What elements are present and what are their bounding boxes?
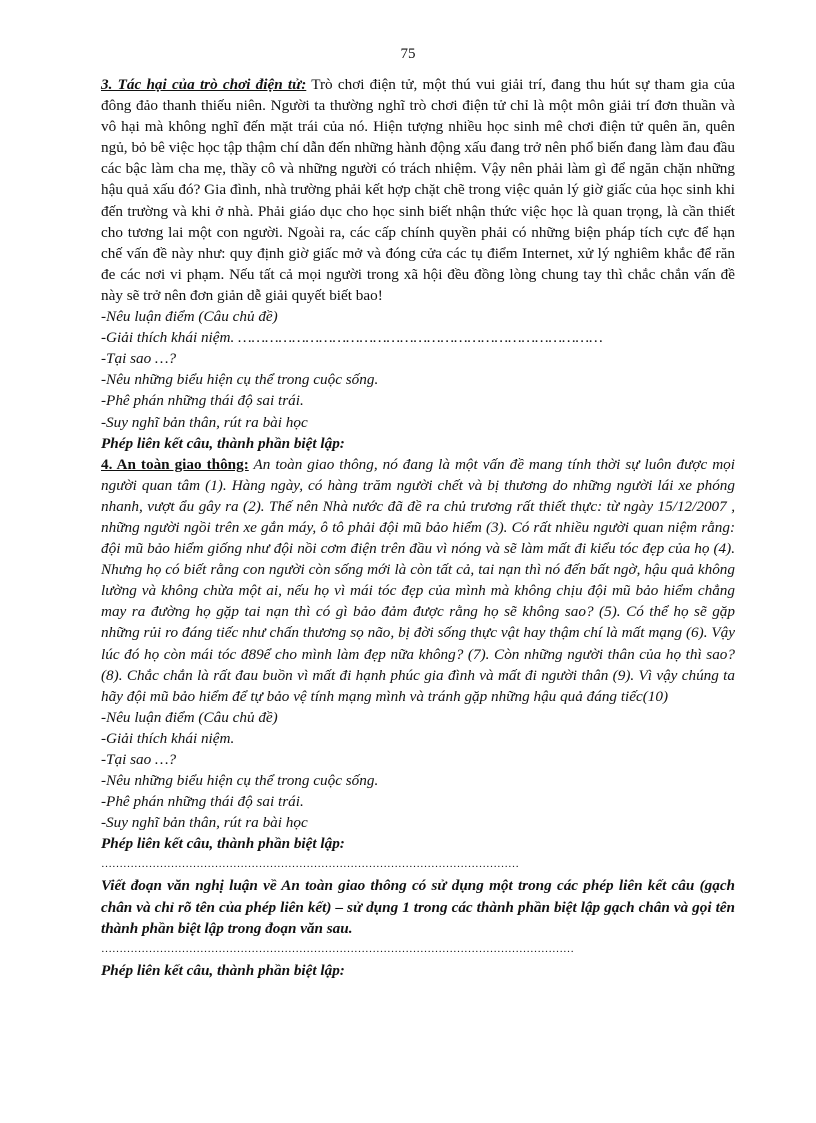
- outline-item: -Phê phán những thái độ sai trái.: [101, 392, 304, 410]
- outline-item: -Giải thích khái niệm.: [101, 729, 235, 747]
- section-3-link-label: Phép liên kết câu, thành phần biệt lập:: [101, 434, 345, 452]
- outline-item: -Nêu những biểu hiện cụ thể trong cuộc sống.: [101, 772, 379, 790]
- outline-item: -Phê phán những thái độ sai trái.: [101, 793, 304, 811]
- dotted-line: ……………………………………………………………………………………………………: [101, 858, 519, 871]
- section-3-outline: [101, 306, 735, 433]
- outline-item: -Suy nghĩ bản thân, rút ra bài học: [101, 413, 308, 431]
- writing-task: Viết đoạn văn nghị luận về An toàn giao thông có sử dụng một trong các phép liên kết câu (gạch chân và chỉ rõ tên của phép liên kết) – sử dụng 1 trong các thành phần biệt lập gạch chân và gọi tên thành phần biệt lập trong đoạn văn sau.: [101, 877, 735, 937]
- section-4-outline: [101, 707, 735, 834]
- section-3-paragraph: [101, 74, 735, 306]
- page-number: 75: [400, 46, 416, 62]
- outline-item: -Tại sao …?: [101, 751, 177, 768]
- document-body: [101, 74, 735, 981]
- final-link-label: Phép liên kết câu, thành phần biệt lập:: [101, 961, 345, 979]
- section-3-heading: 3. Tác hại của trò chơi điện tử:: [101, 76, 307, 93]
- outline-item: -Nêu những biểu hiện cụ thể trong cuộc sống.: [101, 371, 379, 389]
- outline-item: -Tại sao …?: [101, 350, 177, 368]
- dotted-line: …………………………………………………………………………………………………………………: [101, 942, 574, 955]
- section-4-link-label: Phép liên kết câu, thành phần biệt lập:: [101, 835, 345, 853]
- outline-item: -Nêu luận điểm (Câu chủ đề): [101, 308, 278, 326]
- outline-item: -Giải thích khái niệm. ………………………………………………………………………: [101, 329, 603, 347]
- outline-item: -Nêu luận điểm (Câu chủ đề): [101, 708, 278, 726]
- section-4-text: An toàn giao thông, nó đang là một vấn đề mang tính thời sự luôn được mọi người quan tâm (1). Hàng ngày, có hàng trăm người chết và bị thương do những người lái xe phóng nhanh, vượt ẩu gây ra (2). Thế nên Nhà nước đã đề ra chủ trương rất thiết thực: từ ngày 15/12/2007 , những người ngồi trên xe gắn máy, ô tô phải đội mũ bảo hiểm (3). Có rất nhiều người quan niệm rằng: đội mũ bảo hiểm giống như đội nồi cơm điện trên đầu vì nóng và sẽ làm mất đi kiểu tóc đẹp của họ (4). Nhưng họ có biết rằng con người còn sống mới là còn tất cả, tai nạn thì nó đến bất ngờ, hậu quả không lường và không chừa một ai, nếu họ vì mái tóc đẹp của mình mà không chịu đội mũ bảo hiểm chẳng may ra đường họ gặp tai nạn thì có gì bảo đảm được rằng họ sẽ không sao? (5). Có thể họ sẽ gặp những rủi ro đáng tiếc như chấn thương sọ não, bị đời sống thực vật hay thậm chí là mất mạng (6). Vậy lúc đó họ còn mái tóc đ89ể cho mình làm đẹp nữa không? (7). Còn những người thân của họ thì sao? (8). Chắc chắn là rất đau buồn vì mất đi hạnh phúc gia đình và mất đi người thân (9). Vì vậy chúng ta hãy đội mũ bảo hiểm để tự bảo vệ tính mạng mình và tránh gặp những hậu quả đáng tiếc(10): [101, 455, 735, 705]
- outline-item: -Suy nghĩ bản thân, rút ra bài học: [101, 814, 308, 832]
- section-3-text: Trò chơi điện tử, một thú vui giải trí, đang thu hút sự tham gia của đông đảo thanh thiếu niên. Người ta thường nghĩ trò chơi điện tử chỉ là một môn giải trí đơn thuần và vô hại mà không nghĩ đến mặt trái của nó. Hiện tượng nhiều học sinh mê chơi điện tử quên ăn, quên ngủ, bỏ bê việc học tập thậm chí dẫn đến những hành động xấu đang trở nên phổ biến đang làm đau đầu các bậc làm cha mẹ, thầy cô và những người có trách nhiệm. Vậy nên phải làm gì để ngăn chặn những hậu quả xấu đó? Gia đình, nhà trường phải kết hợp chặt chẽ trong việc quản lý giờ giấc của học sinh khi đến trường và khi ở nhà. Phải giáo dục cho học sinh biết nhận thức việc học là quan trọng, là cần thiết cho tương lai một con người. Ngoài ra, các cấp chính quyền phải có những biện pháp tích cực để hạn chế vấn đề này như: quy định giờ giấc mở và đóng cửa các tụ điểm Internet, xử lý nghiêm khắc để răn đe các nơi vi phạm. Nếu tất cả mọi người trong xã hội đều đồng lòng chung tay thì chắc chắn vấn đề này sẽ trở nên đơn giản dễ giải quyết biết bao!: [101, 76, 735, 304]
- section-4-heading: 4. An toàn giao thông:: [101, 455, 249, 473]
- section-4-paragraph: [101, 454, 735, 707]
